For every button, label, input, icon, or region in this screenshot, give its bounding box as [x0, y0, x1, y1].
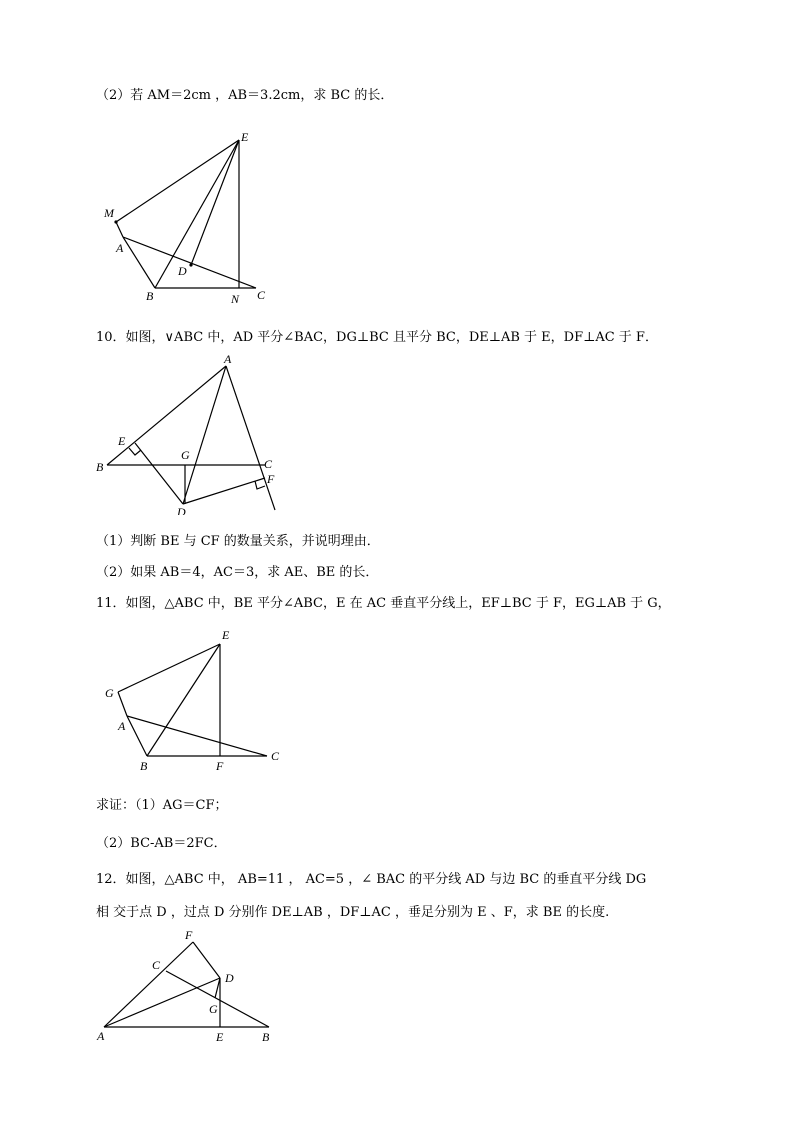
label-F: F: [185, 928, 193, 942]
label-C: C: [264, 457, 273, 471]
label-B: B: [146, 289, 154, 303]
label-G: G: [209, 1002, 218, 1016]
label-F: F: [216, 759, 224, 773]
q11-part2-text: （2）BC-AB＝2FC．: [96, 836, 227, 851]
label-M: M: [104, 206, 114, 220]
label-C: C: [271, 749, 280, 763]
label-B: B: [96, 460, 104, 474]
q11-prove-text: 求证：（1）AG＝CF；: [96, 798, 228, 813]
label-D: D: [177, 505, 186, 515]
label-B: B: [140, 759, 148, 773]
label-G: G: [105, 686, 114, 700]
figure-q9: [95, 125, 295, 310]
label-F: F: [267, 472, 275, 486]
q10-part1-text: （1）判断 BE 与 CF 的数量关系，并说明理由．: [96, 534, 380, 549]
label-G: G: [181, 448, 190, 462]
label-B: B: [262, 1030, 270, 1044]
figure-q10: [95, 350, 295, 515]
label-E: E: [216, 1030, 224, 1044]
q12-stem-line2: 相 交于点 D ，过点 D 分别作 DE⊥AB ，DF⊥AC ，垂足分别为 E 、F，求 BE 的长度.: [96, 905, 610, 920]
label-A: A: [224, 352, 232, 366]
q9-part2-text: （2）若 AM＝2cm ，AB＝3.2cm，求 BC 的长．: [96, 88, 394, 103]
label-C: C: [152, 958, 161, 972]
label-N: N: [231, 292, 240, 306]
q10-stem-text: 10．如图，∨ABC 中，AD 平分∠BAC，DG⊥BC 且平分 BC，DE⊥AB 于 E，DF⊥AC 于 F．: [96, 330, 658, 345]
label-D: D: [225, 971, 234, 985]
q10-part2-text: （2）如果 AB＝4，AC＝3，求 AE、BE 的长．: [96, 565, 379, 580]
figure-q11: [95, 625, 295, 775]
label-A: A: [116, 241, 124, 255]
label-E: E: [222, 628, 230, 642]
q12-stem-line1: 12．如图，△ABC 中， AB=11 ， AC=5 ，∠ BAC 的平分线 AD 与边 BC 的垂直平分线 DG: [96, 872, 647, 887]
figure-q12: [95, 925, 295, 1050]
q11-stem-text: 11．如图，△ABC 中，BE 平分∠ABC，E 在 AC 垂直平分线上，EF⊥BC 于 F，EG⊥AB 于 G，: [96, 596, 671, 611]
label-E: E: [241, 130, 249, 144]
label-D: D: [178, 264, 187, 278]
label-E: E: [118, 434, 126, 448]
label-A: A: [118, 719, 126, 733]
label-C: C: [257, 288, 266, 302]
label-A: A: [97, 1029, 105, 1043]
